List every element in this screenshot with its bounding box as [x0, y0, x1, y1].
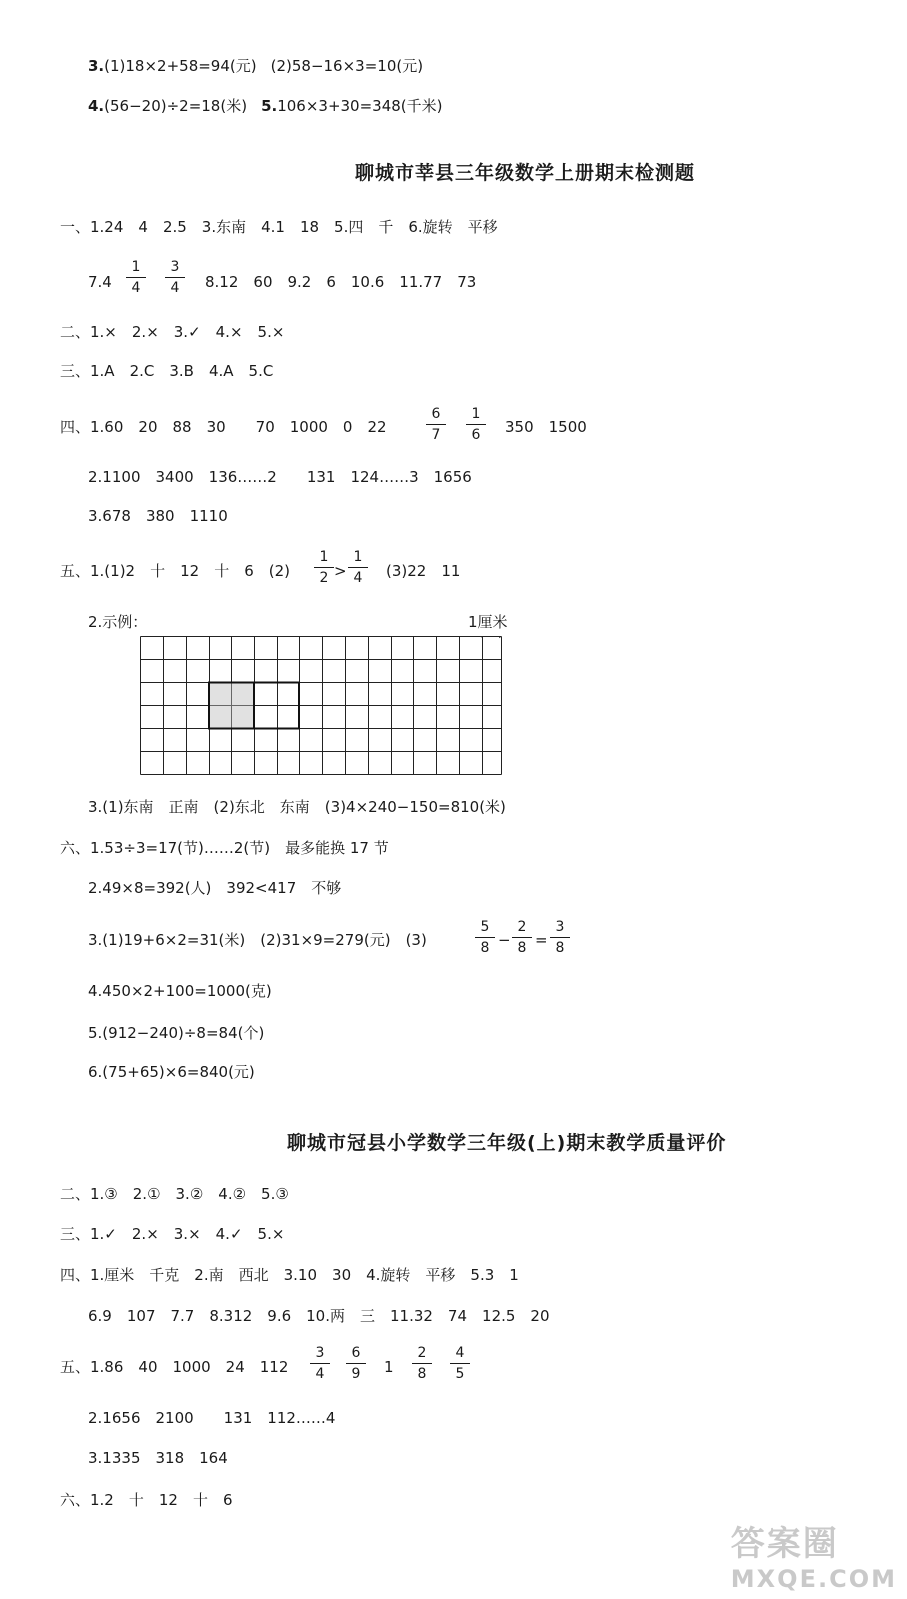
fraction: $\frac{6}{7}$ [426, 405, 446, 444]
fraction: $\frac{1}{6}$ [466, 405, 486, 444]
section-title-shenxian: 聊城市莘县三年级数学上册期末检测题 [355, 162, 696, 184]
shaded-square [209, 683, 254, 728]
s1-row-5a: 四、1.60 20 88 30 70 1000 0 22 [60, 418, 387, 436]
s2-row-3: 四、1.厘米 千克 2.南 西北 3.10 30 4.旋转 平移 5.3 1 [60, 1266, 519, 1284]
watermark-text: 答案圈 [730, 1524, 839, 1564]
s2-row-1: 二、1.③ 2.① 3.② 4.② 5.③ [60, 1185, 289, 1203]
s1-row-10: 3.(1)东南 正南 (2)东北 东南 (3)4×240−150=810(米) [88, 798, 506, 816]
s1-row-14: 4.450×2+100=1000(克) [88, 982, 272, 1000]
fraction: $\frac{3}{8}$ [550, 918, 570, 957]
s2-row-7: 3.1335 318 164 [88, 1449, 228, 1467]
s1-row-15: 5.(912−240)÷8=84(个) [88, 1024, 265, 1042]
top-line-2 [88, 96, 443, 116]
fraction: $\frac{4}{5}$ [450, 1344, 470, 1383]
answer-text: (2)58−16×3=10(元) [270, 57, 424, 75]
fraction: $\frac{1}{2}$ [314, 548, 334, 587]
s1-row-3: 二、1.× 2.× 3.✓ 4.× 5.× [60, 323, 285, 341]
answer-text: (1)18×2+58=94(元) [104, 57, 257, 75]
s1-row-11: 六、1.53÷3=17(节)……2(节) 最多能换 17 节 [60, 839, 389, 857]
s1-row-1: 一、1.24 4 2.5 3.东南 4.1 18 5.四 千 6.旋转 平移 [60, 218, 498, 236]
fraction: $\frac{1}{4}$ [348, 548, 368, 587]
s2-row-6: 2.1656 2100 131 112……4 [88, 1409, 336, 1427]
fraction: $\frac{6}{9}$ [346, 1344, 366, 1383]
s1-row-8b: (3)22 11 [386, 562, 461, 580]
s1-row-12: 2.49×8=392(人) 392<417 不够 [88, 879, 342, 897]
fraction: $\frac{5}{8}$ [475, 918, 495, 957]
answer-text: (56−20)÷2=18(米) [104, 97, 248, 115]
fraction: $\frac{2}{8}$ [512, 918, 532, 957]
s1-row-2a: 7.4 [88, 273, 112, 291]
s2-row-4: 6.9 107 7.7 8.312 9.6 10.两 三 11.32 74 12.5 20 [88, 1307, 550, 1325]
s1-row-9: 2.示例： [88, 613, 148, 631]
answer-text: 106×3+30=348(千米) [277, 97, 443, 115]
greater-than-sign: > [334, 562, 347, 580]
item-number: 4. [88, 97, 105, 115]
equals-sign: = [535, 931, 548, 949]
s1-row-7: 3.678 380 1110 [88, 507, 228, 525]
s1-row-2b: 8.12 60 9.2 6 10.6 11.77 73 [205, 273, 477, 291]
s2-row-2: 三、1.✓ 2.× 3.× 4.✓ 5.× [60, 1225, 285, 1243]
grid-figure [140, 636, 505, 776]
watermark-url: MXQE.COM [730, 1565, 897, 1593]
s2-row-5-one: 1 [384, 1358, 394, 1376]
s1-row-13: 3.(1)19+6×2=31(米) (2)31×9=279(元) (3) [88, 931, 427, 949]
s1-row-16: 6.(75+65)×6=840(元) [88, 1063, 255, 1081]
minus-sign: − [498, 931, 511, 949]
s2-row-5a: 五、1.86 40 1000 24 112 [60, 1358, 289, 1376]
fraction: $\frac{3}{4}$ [165, 258, 185, 297]
s1-row-5b: 350 1500 [505, 418, 587, 436]
item-number: 5. [261, 97, 278, 115]
s1-row-8a: 五、1.(1)2 十 12 十 6 (2) [60, 562, 290, 580]
item-number: 3. [88, 57, 105, 75]
s2-row-8: 六、1.2 十 12 十 6 [60, 1491, 233, 1509]
centimeter-label: 1厘米 [468, 613, 508, 631]
fraction: $\frac{2}{8}$ [412, 1344, 432, 1383]
fraction: $\frac{3}{4}$ [310, 1344, 330, 1383]
watermark-logo [731, 1516, 897, 1593]
section-title-guanxian: 聊城市冠县小学数学三年级(上)期末教学质量评价 [287, 1132, 727, 1154]
fraction: $\frac{1}{4}$ [126, 258, 146, 297]
s1-row-4: 三、1.A 2.C 3.B 4.A 5.C [60, 362, 274, 380]
top-line-1 [88, 56, 423, 76]
s1-row-6: 2.1100 3400 136……2 131 124……3 1656 [88, 468, 472, 486]
